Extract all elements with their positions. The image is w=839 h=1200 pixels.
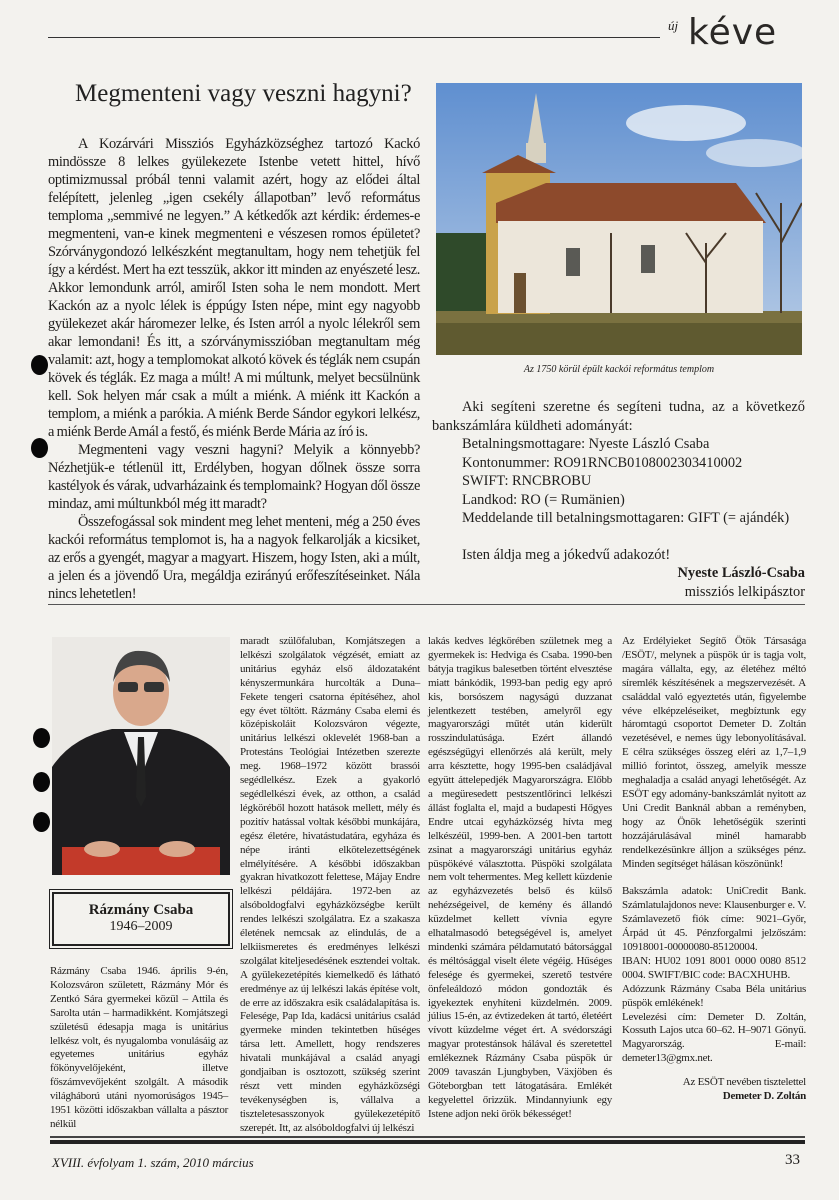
signer: Demeter D. Zoltán: [722, 1090, 806, 1103]
article-body: [48, 135, 420, 603]
paragraph: lakás kedves légkörében születnek meg a gyermekek is: Hedviga és Csaba. 1990-ben bátyja tragikus balesetben történt elvesztése miatt bánkódik, 1993-ban pedig egy apró kis, borsószem nagyságú duzzanat jelentkezett testében, amelyről egy magyarországi műtét után kiderült rosszindulatúsága. Ezért állandó egészségügyi ellenőrzés alá került, mely arra késztette, hogy 1995-ben családjával együtt áttelepedjék Magyarországra. Előbb a megüresedett pestszentlőrinci lelkészi állást foglalta el, majd a budapesti Hőgyes Endre utcai egyházközség hívta meg lelkészéül, 1999-ben. A 2001-ben tartott zsinat a magyarországi unitárius egyház püspökévé választotta. Püspöki szolgálata nem volt tehermentes. Meg kellett küzdenie az egyházvezetés belső és külső nehézségeivel, de kemény és állandó küzdelmet kellett vívnia egyre elhatalmasodó betegségével is, amelyet mindenki számára példamutató bátorsággal és méltósággal viselt élete végéig. Hűséges felesége és gyermekei, szerető testvére önfeleáldozó módon gondozták és igyekeztek enyhíteni küzdelmén. 2009. július 15-én, az évtizedeken át tartó, életéért vívott küzdelme véget ért. A svédországi magyar protestánsok hálával és szeretettel emlékeznek Rázmány Csaba püspök úr 2009 tavaszán Ljungbyben, Växjöben és Göteborgban tett látogatására. Emlékét kegyelettel őrizzük. Mindannyiunk egy Istene adjon neki örök békességet!: [428, 635, 612, 1120]
punch-hole: [31, 438, 48, 458]
punch-hole: [33, 728, 50, 748]
author-name: Nyeste László-Csaba: [677, 565, 805, 581]
magazine-logo: [668, 14, 808, 54]
bank-details: Bakszámla adatok: UniCredit Bank. Számlatulajdonos neve: Klausenburger e. V. Számlavezető fiók címe: 9021–Győr, Árpád út 45. Pénzforgalmi jelzőszám: 10918001-00000080-85120004.: [622, 885, 806, 954]
bank-line: SWIFT: RNCBROBU: [462, 473, 592, 489]
signoff: Az ESÖT nevében tisztelettel: [682, 1076, 806, 1089]
paragraph: Összefogással sok mindent meg lehet menteni, még a 250 éves kackói református templomot is, ha a nagyok felkarolják a kicsiket, az erős a gyengét, magyar a magyart. Hiszem, hogy Isten, aki a múlt, a jelen és a jövendő Ura, megáldja ezirányú erőfeszítéseinket. Nála nincs lehetetlen!: [48, 514, 420, 602]
obituary-column-4: [622, 635, 806, 1104]
donation-intro: Aki segíteni szeretne és segíteni tudna, az a következő bankszámlára küldheti adományát:: [432, 399, 805, 434]
bank-line: Kontonummer: RO91RNCB0108002303410002: [462, 454, 743, 471]
church-photo: [436, 83, 802, 355]
section-divider: [48, 604, 805, 605]
footer-rule: [50, 1136, 805, 1138]
portrait-photo: [52, 637, 230, 875]
bank-line: Landkod: RO (= Rumänien): [462, 491, 625, 508]
paragraph: A Kozárvári Missziós Egyházközséghez tartozó Kackó mindössze 8 lelkes gyülekezete Istenbe vetett hittel, hívő optimizmussal próbál tenni valamit azért, hogy az elődei által felépített, jelenleg „igen csekély állapotban” levő református temploma „semmivé ne legyen.” A kétkedők azt kérdik: érdemes-e megmenteni, van-e kinek megmenteni e vészesen romos épületet? Szórványgondozó lelkészként megtanultam, hogy nem tehetjük fel így a kérdést. Mert ha ezt tesszük, akkor itt minden az enyészeté lesz. Akkor lemondunk arról, amiről Isten soha le nem mondott. Mert Kackón az a nyolc lélek is éppúgy Isten népe, mint egy nagyobb gyülekezet akár háromezer lelke, és Isten arról a nyolc lélekről sem akar lemondani! És itt, a szórványmisszióban megtanultam még valamit: azt, hogy a templomokat alkotó kövek és téglák nem csupán kövek és téglák. Ez maga a múlt! A mi múltunk, melyet becsülnünk kell. Sok helyen már csak a múlt a miénk. A miénk itt Kackón a templom, a miénk a parókia. A miénk Berde Sándor egykori lelkész, a miénk Berde Amál a festő, és miénk Berde Mária az író is.: [48, 136, 420, 440]
logo-main: kéve: [688, 12, 778, 53]
punch-hole: [31, 355, 48, 375]
obituary-name: Rázmány Csaba: [88, 902, 194, 918]
page-number: 33: [785, 1152, 800, 1168]
paragraph: maradt szülőfaluban, Komjátszegen a lelkészi szolgálatok végzését, emiatt az unitárius egyház első áldozataként kényszermunkára hurcolták a Duna–Fekete tengeri csatorna építéséhez, ahol egy évet töltött. Rázmány Csaba elemi és középiskoláit Kolozsváron végezte, unitárius lelkészi oklevelét 1968-ban a Protestáns Teológiai Intézetben szerezte meg. 1968–1972 között brassói segédlelkész. Ezek a gyakorló segédlelkészi évek, az otthon, a család légköréből hozott hatások mellett, mély és pozitív hatással voltak későbbi munkájára, egész életére, hivatástudatára, egyháza és népe iránti elkötelezettségének elmélyítésére. A későbbi időszakban gyakran hivatkozott felettese, Májay Endre lelkészi példájára. 1972-ben az alsóboldogfalvi egyházközségbe került rendes lelkészi szolgálatra. Ez a szakasza életének nemcsak az elindulás, de a lelkiismeretes és eredményes lelkészi szolgálat kiteljesedésének esztendei voltak. A gyülekezetépítés kiemelkedő és látható eredménye az új lelkészi lakás építése volt, de erre az időszakra esik családalapítása is. Felesége, Pap Ida, kadácsi unitárius család gyermeke minden tekintetben hűséges társa lett. Amellett, hogy rendszeres hivatali munkájával a család anyagi gondjaiban is osztozott, szükség szerint részt vett minden egyházközségi tevékenységben is, vállalva a tiszteletesasszonyok gyülekezetépítő szerepét. Itt, az alsóboldogfalvi új lelkészi: [240, 635, 420, 1134]
author-title: missziós lelkipásztor: [684, 583, 805, 600]
obituary-column-3: [428, 635, 612, 1122]
obituary-column-1: [50, 965, 228, 1132]
bank-line: Meddelande till betalningsmottagaren: GIFT (= ajándék): [462, 510, 790, 526]
paragraph: Rázmány Csaba 1946. április 9-én, Kolozsváron született, Rázmány Mór és Zentkó Sára gyermekei közül – Attila és Sarolta után – harmadikként. Komjátszegi születésű édesapja maga is unitárius lelkész volt, és nyugalomba vonulásáig az egyetemes unitárius egyház főkönyvelőjeként, illetve főszámvevőjeként szolgált. A második világháború utáni nyomorúságos 1945–1951 közötti időszakban vállalta a pásztor nélkül: [50, 965, 228, 1130]
paragraph: Az Erdélyieket Segítő Ötök Társasága /ESÖT/, melynek a püspök úr is tagja volt, magára vállalta, egy, az életéhez méltó síremlék készítésének a megszervezését. A családdal való egyeztetés után, figyelembe véve elképzeléseiket, megbíztunk egy háromtagú csoportot Demeter D. Zoltán vezetésével, e nemes ügy lebonyolításával. E célra szükséges összeg eléri az 1,7–1,9 millió forintot, összeg, amelyik messze meghaladja a család anyagi lehetőségét. Az ESÖT egy adomány-bankszámlát nyitott az Uni Credit Banknál abban a reményben, hogy az Önök lehetőségük szerinti hozzájárulásával minél hamarabb rendelkezésünkre álljon a szükséges pénz. Minden segítséget hálásan köszönünk!: [622, 635, 806, 870]
blessing: Isten áldja meg a jókedvű adakozót!: [462, 546, 671, 563]
obituary-name-box: [52, 892, 230, 946]
contact-address: Levelezési cím: Demeter D. Zoltán, Kossuth Lajos utca 60–62. H–9071 Gönyű. Magyarország. E-mail: demeter13@gmx.net.: [622, 1010, 806, 1065]
iban: IBAN: HU02 1091 8001 0000 0080 8512 0004. SWIFT/BIC code: BACXHUHB.: [622, 954, 806, 981]
footer-rule-thick: [50, 1140, 805, 1144]
obituary-column-2: [240, 635, 420, 1136]
article-title: Megmenteni vagy veszni hagyni?: [75, 80, 412, 107]
photo-caption: Az 1750 körül épült kackói református templom: [523, 364, 715, 375]
punch-hole: [33, 772, 50, 792]
issue-info: XVIII. évfolyam 1. szám, 2010 március: [52, 1155, 254, 1170]
appeal: Adózzunk Rázmány Csaba Béla unitárius püspök emlékének!: [622, 982, 806, 1009]
bank-line: Betalningsmottagare: Nyeste László Csaba: [462, 436, 710, 452]
header-rule: [48, 37, 660, 38]
logo-small: új: [668, 18, 679, 33]
obituary-dates: 1946–2009: [109, 919, 173, 934]
donation-info: [432, 398, 805, 601]
punch-hole: [33, 812, 50, 832]
paragraph: Megmenteni vagy veszni hagyni? Melyik a könnyebb? Nézhetjük-e tétlenül itt, Erdélyben, hogyan dőlnek össze sorra kastélyok és várak, udvarházaink és templomaink? Hogyan dől össze mindaz, ami múltunkból még itt maradt?: [48, 442, 420, 512]
